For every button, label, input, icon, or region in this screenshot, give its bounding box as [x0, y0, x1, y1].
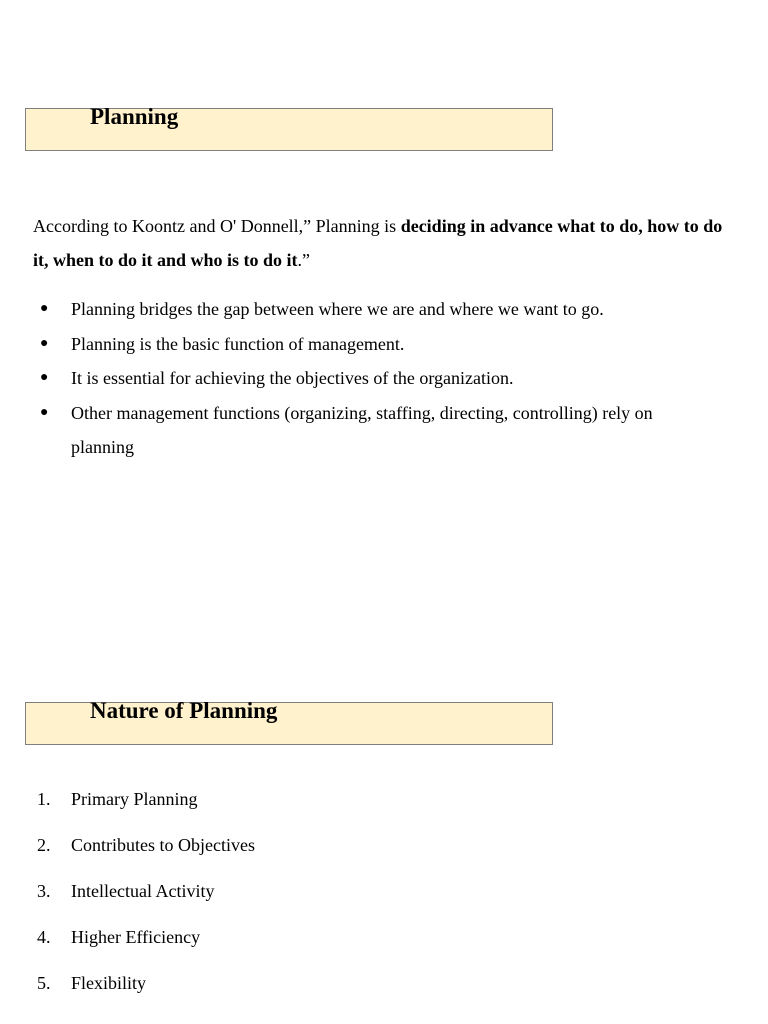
numbered-list	[0, 782, 768, 1012]
section-title: Nature of Planning	[90, 698, 278, 723]
list-item	[0, 782, 768, 828]
bullet-text: It is essential for achieving the objectives of the organization.	[71, 368, 514, 388]
bullet-icon: ●	[40, 404, 49, 420]
list-text: Flexibility	[71, 973, 147, 993]
list-text: Primary Planning	[71, 789, 198, 809]
definition-bold: deciding in advance what to do, how to do it, when to do it and who is to do it	[33, 216, 723, 270]
list-text: Higher Efficiency	[71, 927, 201, 947]
list-number: 3.	[37, 881, 51, 901]
list-number: 2.	[37, 835, 51, 855]
list-text: Contributes to Objectives	[71, 835, 255, 855]
definition-prefix: According to Koontz and O' Donnell,” Planning is	[33, 216, 401, 236]
section-header-nature-of-planning	[25, 698, 553, 745]
bullet-icon: ●	[40, 370, 49, 385]
list-number: 5.	[37, 973, 51, 993]
bullet-text: Other management functions (organizing, staffing, directing, controlling) rely on planning	[71, 402, 653, 457]
list-item	[0, 966, 768, 1012]
bullet-text: Planning is the basic function of management.	[71, 333, 405, 354]
list-item	[0, 828, 768, 874]
bullet-icon: ●	[40, 301, 49, 316]
list-item	[0, 361, 701, 396]
bullet-text: Planning bridges the gap between where we are and where we want to go.	[71, 299, 604, 319]
list-item	[0, 920, 768, 966]
list-item	[0, 396, 701, 465]
list-number: 4.	[37, 927, 51, 947]
bullet-icon: ●	[40, 335, 49, 351]
list-number: 1.	[37, 789, 51, 809]
list-item	[0, 327, 701, 362]
bullet-list	[0, 292, 768, 465]
list-text: Intellectual Activity	[71, 881, 215, 901]
list-item	[0, 874, 768, 920]
section-header-planning	[25, 104, 553, 151]
section-title: Planning	[90, 104, 179, 129]
list-item	[0, 292, 701, 327]
definition-paragraph	[33, 209, 733, 277]
definition-suffix: .”	[297, 250, 311, 270]
